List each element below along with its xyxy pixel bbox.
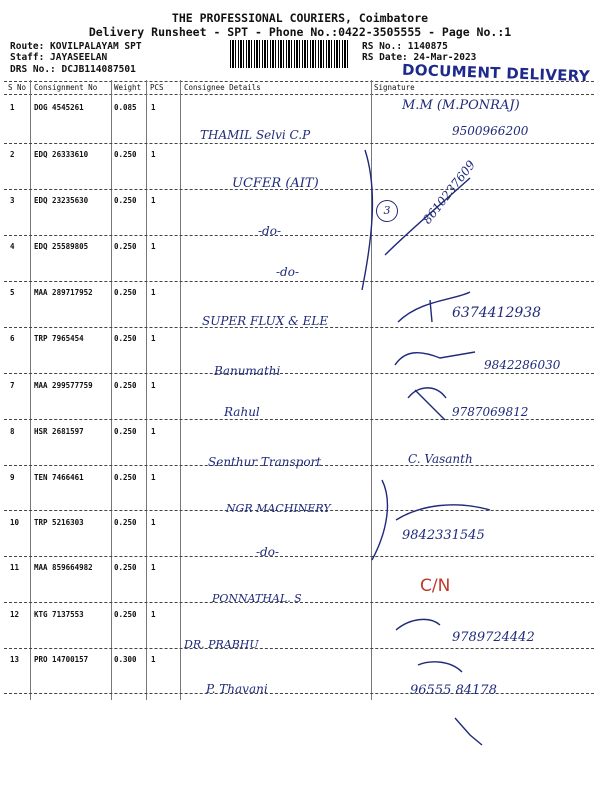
consignee-handwriting: SUPER FLUX & ELE: [202, 314, 329, 328]
staff-label: Staff: JAYASEELAN: [10, 52, 108, 63]
consignee-handwriting: Senthur Transport: [208, 455, 322, 469]
cell-weight: 0.250: [114, 563, 137, 572]
cell-sno: 3: [10, 196, 15, 205]
runsheet-header-line: Delivery Runsheet - SPT - Phone No.:0422-3505555 - Page No.:1: [88, 25, 512, 39]
col-header-consignee: Consignee Details: [184, 83, 261, 92]
col-divider: [30, 80, 31, 700]
cell-pcs: 1: [151, 196, 156, 205]
consignee-handwriting: P. Thavani: [206, 682, 268, 696]
table-row-rule: [4, 143, 594, 144]
cell-consignment: MAA 859664982: [34, 563, 93, 572]
cell-consignment: HSR 2681597: [34, 427, 84, 436]
cell-pcs: 1: [151, 288, 156, 297]
col-header-sno: S No: [8, 83, 27, 92]
cell-weight: 0.250: [114, 150, 137, 159]
document-delivery-stamp: DOCUMENT DELIVERY: [401, 60, 591, 86]
col-header-weight: Weight: [114, 83, 142, 92]
cell-sno: 11: [10, 563, 20, 572]
cell-sno: 12: [10, 610, 20, 619]
cn-note: C/N: [420, 576, 451, 596]
signature-phone: 9500966200: [452, 124, 529, 138]
cell-pcs: 1: [151, 427, 156, 436]
consignee-handwriting: -do-: [276, 265, 300, 279]
table-row-rule: [4, 235, 594, 236]
drs-number: DRS No.: DCJB114087501: [10, 64, 136, 75]
cell-sno: 5: [10, 288, 15, 297]
cell-consignment: EDQ 23235630: [34, 196, 89, 205]
cell-weight: 0.250: [114, 288, 137, 297]
cell-weight: 0.250: [114, 196, 137, 205]
signature-phone: 9787069812: [452, 405, 529, 419]
signature-handwriting: C. Vasanth: [408, 452, 473, 466]
rs-date: RS Date: 24-Mar-2023: [362, 52, 477, 63]
cell-weight: 0.250: [114, 518, 137, 527]
cell-consignment: TEN 7466461: [34, 473, 84, 482]
cell-consignment: EDQ 25589805: [34, 242, 89, 251]
table-row-rule: [4, 556, 594, 557]
cell-sno: 7: [10, 381, 15, 390]
cell-consignment: TRP 5216303: [34, 518, 84, 527]
cell-consignment: DOG 4545261: [34, 103, 84, 112]
signature-phone: 96555 84178: [410, 683, 497, 698]
cell-pcs: 1: [151, 334, 156, 343]
barcode: [230, 40, 350, 68]
cell-sno: 10: [10, 518, 20, 527]
cell-sno: 4: [10, 242, 15, 251]
cell-weight: 0.250: [114, 427, 137, 436]
col-header-pcs: PCS: [150, 83, 164, 92]
table-row-rule: [4, 281, 594, 282]
cell-weight: 0.300: [114, 655, 137, 664]
col-divider: [180, 80, 181, 700]
cell-sno: 2: [10, 150, 15, 159]
consignee-handwriting: DR. PRABHU: [184, 638, 259, 651]
cell-pcs: 1: [151, 150, 156, 159]
header-rule: [4, 94, 594, 95]
cell-weight: 0.250: [114, 242, 137, 251]
signature-phone: 9789724442: [452, 630, 535, 645]
consignee-handwriting: Rahul: [224, 405, 260, 419]
route-label: Route: KOVILPALAYAM SPT: [10, 41, 142, 52]
consignee-handwriting: NGR MACHINERY: [226, 502, 331, 515]
signature-phone: 8610237609: [420, 157, 479, 227]
cell-sno: 1: [10, 103, 15, 112]
cell-sno: 6: [10, 334, 15, 343]
col-divider: [146, 80, 147, 700]
cell-sno: 13: [10, 655, 20, 664]
table-row-rule: [4, 373, 594, 374]
signature-handwriting: M.M (M.PONRAJ): [402, 98, 520, 113]
rs-number: RS No.: 1140875: [362, 41, 448, 52]
cell-pcs: 1: [151, 242, 156, 251]
courier-header-title: THE PROFESSIONAL COURIERS, Coimbatore: [171, 11, 429, 25]
cell-sno: 8: [10, 427, 15, 436]
cell-consignment: MAA 289717952: [34, 288, 93, 297]
consignee-handwriting: -do-: [256, 545, 280, 559]
cell-pcs: 1: [151, 518, 156, 527]
consignee-handwriting: UCFER (AIT): [232, 176, 319, 191]
col-header-signature: Signature: [374, 83, 415, 92]
col-header-consignment: Consignment No: [34, 83, 98, 92]
cell-weight: 0.085: [114, 103, 137, 112]
cell-consignment: TRP 7965454: [34, 334, 84, 343]
consignee-handwriting: PONNATHAL. S: [212, 592, 302, 605]
consignee-handwriting: Banumathi: [214, 364, 281, 378]
cell-weight: 0.250: [114, 381, 137, 390]
cell-consignment: KTG 7137553: [34, 610, 84, 619]
cell-weight: 0.250: [114, 334, 137, 343]
cell-pcs: 1: [151, 610, 156, 619]
cell-pcs: 1: [151, 473, 156, 482]
signature-phone: 9842331545: [402, 528, 485, 543]
consignee-handwriting: THAMIL Selvi C.P: [200, 128, 311, 142]
table-row-rule: [4, 419, 594, 420]
cell-consignment: PRO 14700157: [34, 655, 89, 664]
cell-pcs: 1: [151, 103, 156, 112]
table-row-rule: [4, 648, 594, 649]
signature-phone: 9842286030: [484, 358, 561, 372]
table-row-rule: [4, 693, 594, 694]
cell-pcs: 1: [151, 381, 156, 390]
col-divider: [111, 80, 112, 700]
cell-consignment: EDQ 26333610: [34, 150, 89, 159]
cell-weight: 0.250: [114, 473, 137, 482]
cell-pcs: 1: [151, 655, 156, 664]
cell-sno: 9: [10, 473, 15, 482]
table-top-rule: [4, 81, 594, 82]
consignee-handwriting: -do-: [258, 224, 282, 238]
cell-consignment: MAA 299577759: [34, 381, 93, 390]
circled-mark: 3: [376, 200, 398, 222]
col-divider: [371, 80, 372, 700]
cell-pcs: 1: [151, 563, 156, 572]
signature-phone: 6374412938: [452, 305, 542, 321]
cell-weight: 0.250: [114, 610, 137, 619]
